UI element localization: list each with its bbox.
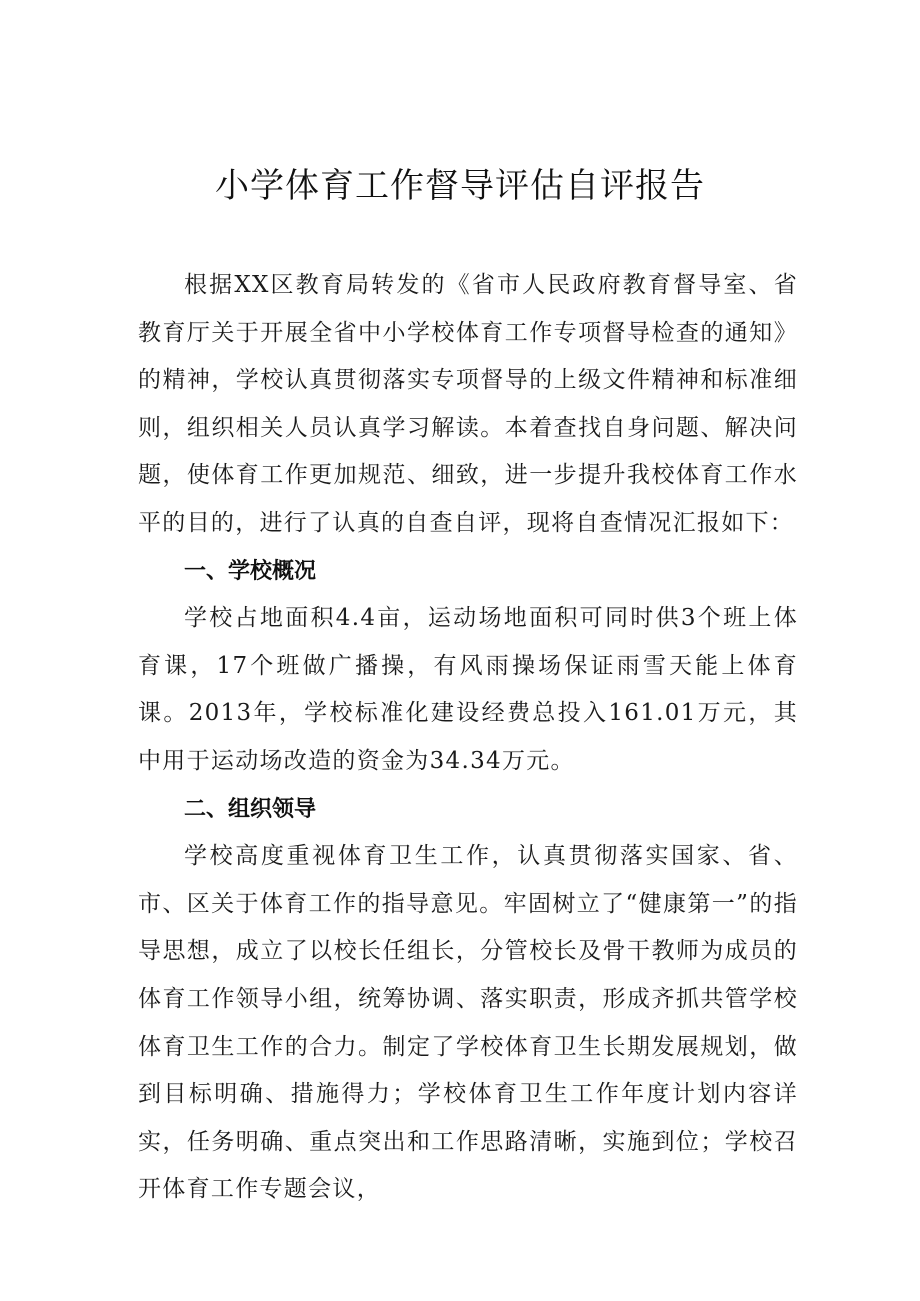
section-paragraph-school-overview: 学校占地面积4.4亩，运动场地面积可同时供3个班上体育课，17个班做广播操，有风雨操场保证雨雪天能上体育课。2013年，学校标准化建设经费总投入161.01万元，其中用于运动场改造的资金为34.34万元。 [138,605,798,774]
document-title: 小学体育工作督导评估自评报告 [215,166,705,206]
document-body [138,262,798,1214]
section-heading-school-overview: 一、学校概况 [184,558,317,584]
section-heading-leadership: 二、组织领导 [184,796,317,822]
intro-paragraph: 根据XX区教育局转发的《省市人民政府教育督导室、省教育厅关于开展全省中小学校体育工作专项督导检查的通知》的精神，学校认真贯彻落实专项督导的上级文件精神和标准细则，组织相关人员认真学习解读。本着查找自身问题、解决问题，使体育工作更加规范、细致，进一步提升我校体育工作水平的目的，进行了认真的自查自评，现将自查情况汇报如下： [138,272,798,536]
section-paragraph-leadership: 学校高度重视体育卫生工作，认真贯彻落实国家、省、市、区关于体育工作的指导意见。牢固树立了“健康第一”的指导思想，成立了以校长任组长，分管校长及骨干教师为成员的体育工作领导小组，统筹协调、落实职责，形成齐抓共管学校体育卫生工作的合力。制定了学校体育卫生长期发展规划，做到目标明确、措施得力；学校体育卫生工作年度计划内容详实，任务明确、重点突出和工作思路清晰，实施到位；学校召开体育工作专题会议， [138,843,798,1203]
